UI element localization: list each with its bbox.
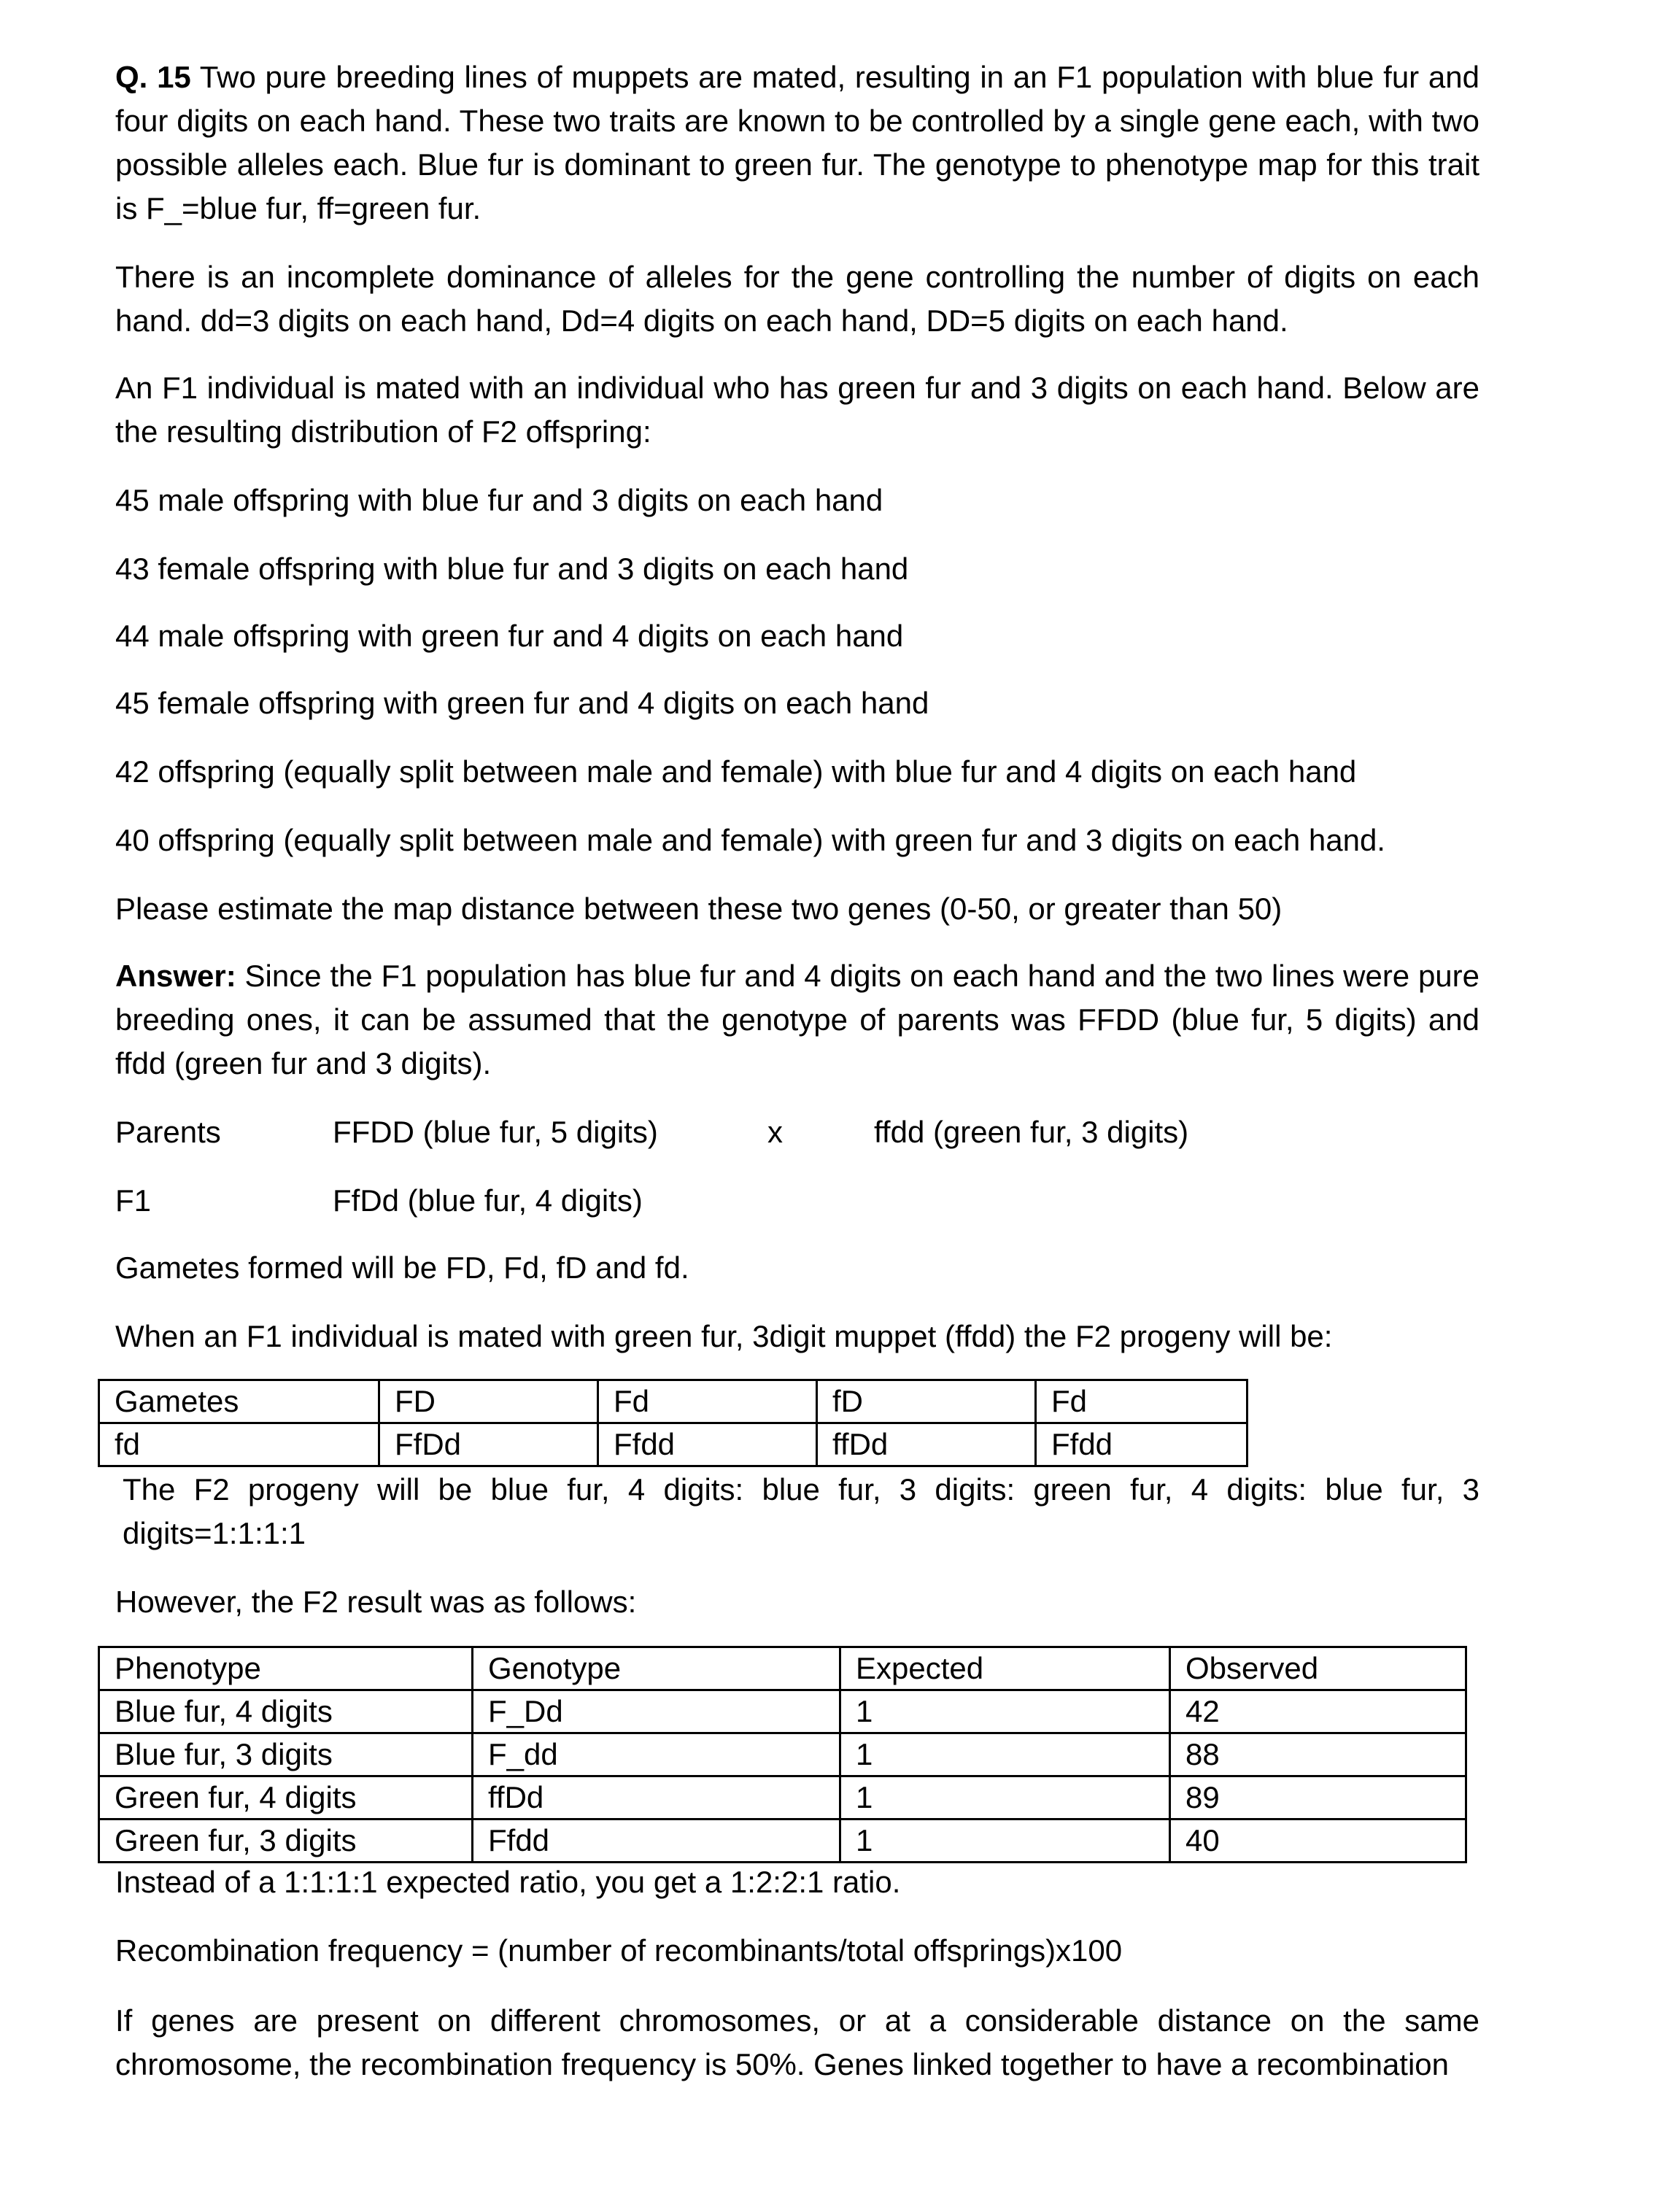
formula-text: Recombination frequency = (number of recombinants/total offsprings)x100 [115, 1933, 1123, 1968]
table-cell: Blue fur, 4 digits [99, 1690, 473, 1733]
table-row [99, 1820, 1466, 1863]
table-cell: Ffdd [473, 1820, 840, 1863]
table-cell: fD [817, 1380, 1036, 1423]
table-cell: ffDd [473, 1776, 840, 1820]
offspring-item: 40 offspring (equally split between male and female) with green fur and 3 digits on each hand. [115, 823, 1385, 857]
cross-symbol: x [767, 1115, 783, 1149]
gametes-text: Gametes formed will be FD, Fd, fD and fd. [115, 1250, 689, 1285]
table-header: Observed [1170, 1647, 1466, 1690]
table-cell: fd [99, 1423, 379, 1466]
table-cell: Blue fur, 3 digits [99, 1733, 473, 1776]
cross-paragraph: An F1 individual is mated with an individual who has green fur and 3 digits on each hand. Below are the resulting distribution of F2 offspring: [115, 371, 1479, 449]
offspring-item: 45 female offspring with green fur and 4 digits on each hand [115, 686, 929, 720]
table-cell: 1 [840, 1776, 1170, 1820]
table-cell: Fd [598, 1380, 817, 1423]
table-cell: Ffdd [1036, 1423, 1247, 1466]
f1-label: F1 [115, 1183, 152, 1218]
offspring-item: 45 male offspring with blue fur and 3 digits on each hand [115, 483, 883, 517]
f2-intro: When an F1 individual is mated with green fur, 3digit muppet (ffdd) the F2 progeny will be: [115, 1319, 1333, 1353]
table-cell: 40 [1170, 1820, 1466, 1863]
question-prompt: Please estimate the map distance between these two genes (0-50, or greater than 50) [115, 892, 1283, 926]
table-row [99, 1647, 1466, 1690]
answer-label: Answer: [115, 959, 236, 993]
gamete-table [98, 1379, 1248, 1467]
table-cell: 1 [840, 1733, 1170, 1776]
table-row [99, 1776, 1466, 1820]
table-cell: 88 [1170, 1733, 1466, 1776]
answer-text: Since the F1 population has blue fur and 4 digits on each hand and the two lines were pure breeding ones, it can be assumed that the genotype of parents was FFDD (blue fur, 5 digits) and ffdd (green fur and 3 digits). [115, 959, 1480, 1080]
table-cell: FfDd [379, 1423, 598, 1466]
offspring-item: 42 offspring (equally split between male and female) with blue fur and 4 digits on each hand [115, 754, 1357, 789]
closing-paragraph: If genes are present on different chromosomes, or at a considerable distance on the same chromosome, the recombination frequency is 50%. Genes linked together to have a recombination [115, 2003, 1479, 2081]
parents-label: Parents [115, 1115, 221, 1149]
parent1-genotype: FFDD (blue fur, 5 digits) [333, 1115, 658, 1149]
question-paragraph [115, 55, 1479, 231]
answer-paragraph [115, 954, 1479, 1086]
table-cell: 1 [840, 1820, 1170, 1863]
question-label: Q. 15 [115, 60, 191, 94]
table-cell: 42 [1170, 1690, 1466, 1733]
however-text: However, the F2 result was as follows: [115, 1585, 637, 1619]
table-cell: 89 [1170, 1776, 1466, 1820]
table-cell: Fd [1036, 1380, 1247, 1423]
table-cell: FD [379, 1380, 598, 1423]
table-row [99, 1423, 1247, 1466]
parent2-genotype: ffdd (green fur, 3 digits) [874, 1115, 1189, 1149]
table-header: Genotype [473, 1647, 840, 1690]
expected-ratio-text: The F2 progeny will be blue fur, 4 digits: blue fur, 3 digits: green fur, 4 digits: blue fur, 3 digits=1:1:1:1 [123, 1472, 1479, 1550]
table-cell: Green fur, 4 digits [99, 1776, 473, 1820]
offspring-item: 43 female offspring with blue fur and 3 digits on each hand [115, 552, 909, 586]
question-intro: Two pure breeding lines of muppets are mated, resulting in an F1 population with blue fur and four digits on each hand. These two traits are known to be controlled by a single gene each, with two possible alleles each. Blue fur is dominant to green fur. The genotype to phenotype map for this trait is F_=blue fur, ff=green fur. [115, 60, 1479, 225]
table-cell: Gametes [99, 1380, 379, 1423]
table-cell: Ffdd [598, 1423, 817, 1466]
ratio-text: Instead of a 1:1:1:1 expected ratio, you get a 1:2:2:1 ratio. [115, 1865, 901, 1899]
result-table [98, 1646, 1467, 1863]
table-cell: F_dd [473, 1733, 840, 1776]
offspring-item: 44 male offspring with green fur and 4 digits on each hand [115, 619, 904, 653]
table-row [99, 1690, 1466, 1733]
table-cell: F_Dd [473, 1690, 840, 1733]
table-header: Phenotype [99, 1647, 473, 1690]
table-header: Expected [840, 1647, 1170, 1690]
f1-genotype: FfDd (blue fur, 4 digits) [333, 1183, 643, 1218]
table-row [99, 1380, 1247, 1423]
table-row [99, 1733, 1466, 1776]
table-cell: Green fur, 3 digits [99, 1820, 473, 1863]
dominance-paragraph: There is an incomplete dominance of alleles for the gene controlling the number of digits on each hand. dd=3 digits on each hand, Dd=4 digits on each hand, DD=5 digits on each hand. [115, 260, 1479, 338]
table-cell: ffDd [817, 1423, 1036, 1466]
table-cell: 1 [840, 1690, 1170, 1733]
